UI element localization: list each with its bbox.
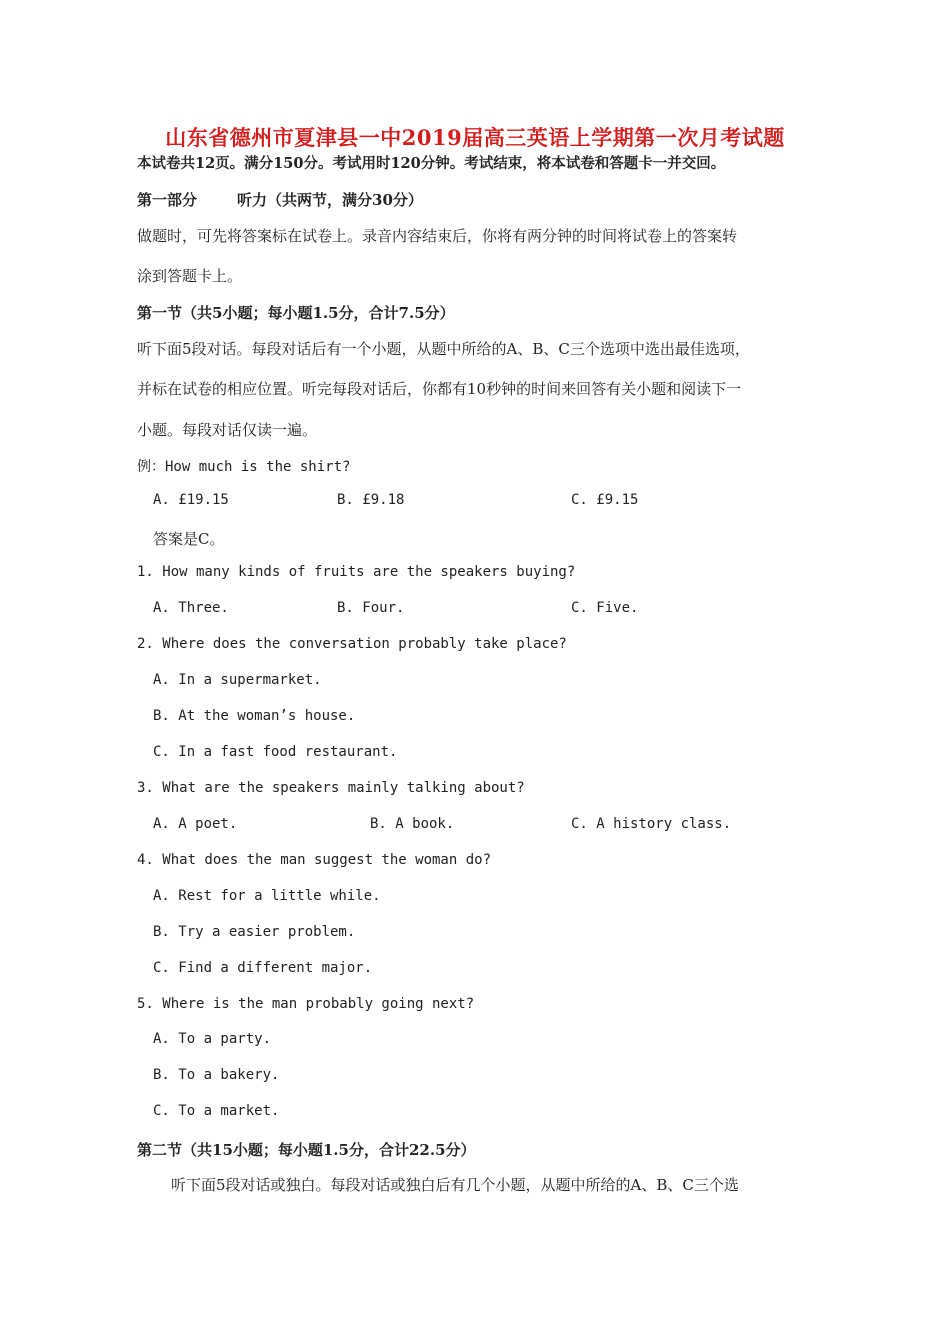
question-4: 4. What does the man suggest the woman do? bbox=[137, 852, 492, 868]
exam-intro: 本试卷共12页。满分150分。考试用时120分钟。考试结束，将本试卷和答题卡一并交回。 bbox=[137, 155, 726, 172]
example-option-b: B. £9.18 bbox=[337, 492, 405, 508]
q5-option-a: A. To a party. bbox=[153, 1031, 272, 1047]
q2-option-b: B. At the woman’s house. bbox=[153, 708, 356, 724]
q2-option-a: A. In a supermarket. bbox=[153, 672, 322, 688]
section1-instruction-line-1: 听下面5段对话。每段对话后有一个小题，从题中所给的A、B、C三个选项中选出最佳选项， bbox=[137, 340, 750, 358]
example-option-c: C. £9.15 bbox=[571, 492, 639, 508]
part1-heading-row bbox=[137, 189, 423, 210]
q4-option-a: A. Rest for a little while. bbox=[153, 888, 381, 904]
section1-instruction-line-2: 并标在试卷的相应位置。听完每段对话后，你都有10秒钟的时间来回答有关小题和阅读下一 bbox=[137, 380, 742, 398]
example-answer: 答案是C。 bbox=[153, 530, 225, 548]
page-title: 山东省德州市夏津县一中2019届高三英语上学期第一次月考试题 bbox=[165, 125, 785, 150]
q5-option-b: B. To a bakery. bbox=[153, 1067, 280, 1083]
q3-option-a: A. A poet. bbox=[153, 816, 238, 832]
example-option-a: A. £19.15 bbox=[153, 492, 229, 508]
question-3: 3. What are the speakers mainly talking about? bbox=[137, 780, 525, 796]
q4-option-b: B. Try a easier problem. bbox=[153, 924, 356, 940]
part1-instruction-line-1: 做题时，可先将答案标在试卷上。录音内容结束后，你将有两分钟的时间将试卷上的答案转 bbox=[137, 227, 738, 245]
section2-heading: 第二节（共15小题；每小题1.5分，合计22.5分） bbox=[137, 1141, 476, 1159]
part1-instruction-line-2: 涂到答题卡上。 bbox=[137, 267, 243, 285]
section1-instruction-line-3: 小题。每段对话仅读一遍。 bbox=[137, 421, 318, 439]
part1-subheading: 听力（共两节，满分30分） bbox=[237, 191, 423, 209]
question-2: 2. Where does the conversation probably take place? bbox=[137, 636, 567, 652]
q1-option-c: C. Five. bbox=[571, 600, 639, 616]
example-question: 例：How much is the shirt? bbox=[137, 459, 351, 475]
section2-instruction-line-1: 听下面5段对话或独白。每段对话或独白后有几个小题，从题中所给的A、B、C三个选 bbox=[171, 1176, 739, 1194]
part1-heading: 第一部分 bbox=[137, 191, 198, 209]
question-5: 5. Where is the man probably going next? bbox=[137, 996, 475, 1012]
question-1: 1. How many kinds of fruits are the speakers buying? bbox=[137, 564, 576, 580]
q1-option-a: A. Three. bbox=[153, 600, 229, 616]
section1-heading: 第一节（共5小题；每小题1.5分，合计7.5分） bbox=[137, 304, 455, 322]
q2-option-c: C. In a fast food restaurant. bbox=[153, 744, 398, 760]
q1-option-b: B. Four. bbox=[337, 600, 405, 616]
q3-option-c: C. A history class. bbox=[571, 816, 732, 832]
q3-option-b: B. A book. bbox=[370, 816, 455, 832]
q5-option-c: C. To a market. bbox=[153, 1103, 280, 1119]
q4-option-c: C. Find a different major. bbox=[153, 960, 373, 976]
